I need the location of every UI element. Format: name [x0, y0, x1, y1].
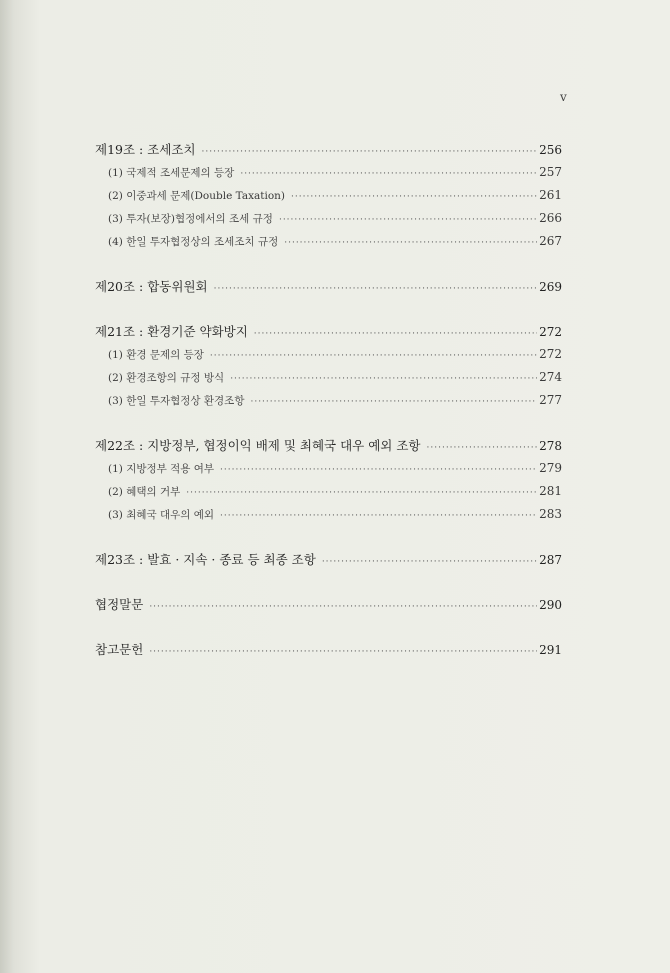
- toc-entry-title: (3) 투자(보장)협정에서의 조세 규정: [108, 213, 273, 225]
- toc-entry-title: (2) 환경조항의 규정 방식: [108, 372, 225, 384]
- toc-entry-title: (2) 혜택의 거부: [108, 486, 181, 498]
- toc-entry-title: (4) 한일 투자협정상의 조세조치 규정: [108, 236, 279, 248]
- toc-entry-sub: [95, 369, 562, 392]
- toc-entry-sub: [95, 164, 562, 187]
- leader-dots: [202, 144, 538, 161]
- section-gap: [95, 529, 562, 551]
- toc-entry-sub: [95, 460, 562, 483]
- toc-entry-main: [95, 278, 562, 301]
- toc-entry-title: 제20조 : 합동위원회: [95, 279, 208, 294]
- leader-dots: [322, 554, 537, 571]
- toc-entry-page: 257: [539, 165, 562, 179]
- leader-dots: [250, 394, 537, 411]
- toc-entry-page: 290: [539, 598, 562, 612]
- toc-entry-sub: [95, 483, 562, 506]
- toc-entry-page: 283: [539, 507, 562, 521]
- toc-entry-title: 참고문헌: [95, 642, 144, 657]
- toc-entry-title: 제23조 : 발효 · 지속 · 종료 등 최종 조항: [95, 552, 316, 567]
- leader-dots: [279, 212, 537, 229]
- toc-entry-page: 272: [539, 347, 562, 361]
- toc-entry-main: [95, 551, 562, 574]
- toc-entry-page: 267: [539, 234, 562, 248]
- leader-dots: [240, 166, 537, 183]
- leader-dots: [149, 599, 537, 616]
- toc-entry-page: 279: [539, 461, 562, 475]
- toc-entry-title: (3) 최혜국 대우의 예외: [108, 509, 215, 521]
- toc-entry-page: 272: [539, 325, 562, 339]
- toc-entry-title: (2) 이중과세 문제(Double Taxation): [108, 190, 286, 202]
- toc-entry-sub: [95, 506, 562, 529]
- toc-entry-sub: [95, 346, 562, 369]
- leader-dots: [210, 348, 537, 365]
- toc-entry-page: 256: [539, 143, 562, 157]
- leader-dots: [149, 644, 537, 661]
- section-gap: [95, 256, 562, 278]
- toc-entry-title: (1) 지방정부 적용 여부: [108, 463, 215, 475]
- toc-entry-main: [95, 437, 562, 460]
- section-gap: [95, 415, 562, 437]
- leader-dots: [427, 440, 538, 457]
- toc-entry-title: (3) 한일 투자협정상 환경조항: [108, 395, 245, 407]
- toc-entry-title: (1) 환경 문제의 등장: [108, 349, 204, 361]
- leader-dots: [291, 189, 537, 206]
- toc-entry-page: 274: [539, 370, 562, 384]
- toc-entry-main: [95, 141, 562, 164]
- table-of-contents: [95, 141, 562, 664]
- toc-entry-sub: [95, 233, 562, 256]
- section-gap: [95, 574, 562, 596]
- toc-entry-main: [95, 596, 562, 619]
- page-number: v: [560, 90, 567, 104]
- toc-entry-sub: [95, 210, 562, 233]
- leader-dots: [220, 508, 537, 525]
- toc-entry-sub: [95, 392, 562, 415]
- toc-entry-main: [95, 323, 562, 346]
- toc-entry-title: (1) 국제적 조세문제의 등장: [108, 167, 235, 179]
- toc-entry-page: 278: [539, 439, 562, 453]
- toc-entry-title: 제19조 : 조세조치: [95, 142, 196, 157]
- leader-dots: [220, 462, 537, 479]
- toc-entry-sub: [95, 187, 562, 210]
- toc-entry-main: [95, 641, 562, 664]
- section-gap: [95, 619, 562, 641]
- toc-entry-page: 266: [539, 211, 562, 225]
- toc-entry-page: 287: [539, 553, 562, 567]
- section-gap: [95, 301, 562, 323]
- toc-entry-title: 제21조 : 환경기준 약화방지: [95, 324, 248, 339]
- toc-entry-page: 281: [539, 484, 562, 498]
- leader-dots: [230, 371, 537, 388]
- leader-dots: [284, 235, 537, 252]
- toc-entry-page: 291: [539, 643, 562, 657]
- leader-dots: [254, 326, 537, 343]
- toc-entry-title: 협정말문: [95, 597, 144, 612]
- toc-entry-page: 261: [539, 188, 562, 202]
- toc-entry-page: 277: [539, 393, 562, 407]
- leader-dots: [186, 485, 537, 502]
- toc-entry-page: 269: [539, 280, 562, 294]
- leader-dots: [214, 281, 538, 298]
- toc-entry-title: 제22조 : 지방정부, 협정이익 배제 및 최혜국 대우 예외 조항: [95, 438, 421, 453]
